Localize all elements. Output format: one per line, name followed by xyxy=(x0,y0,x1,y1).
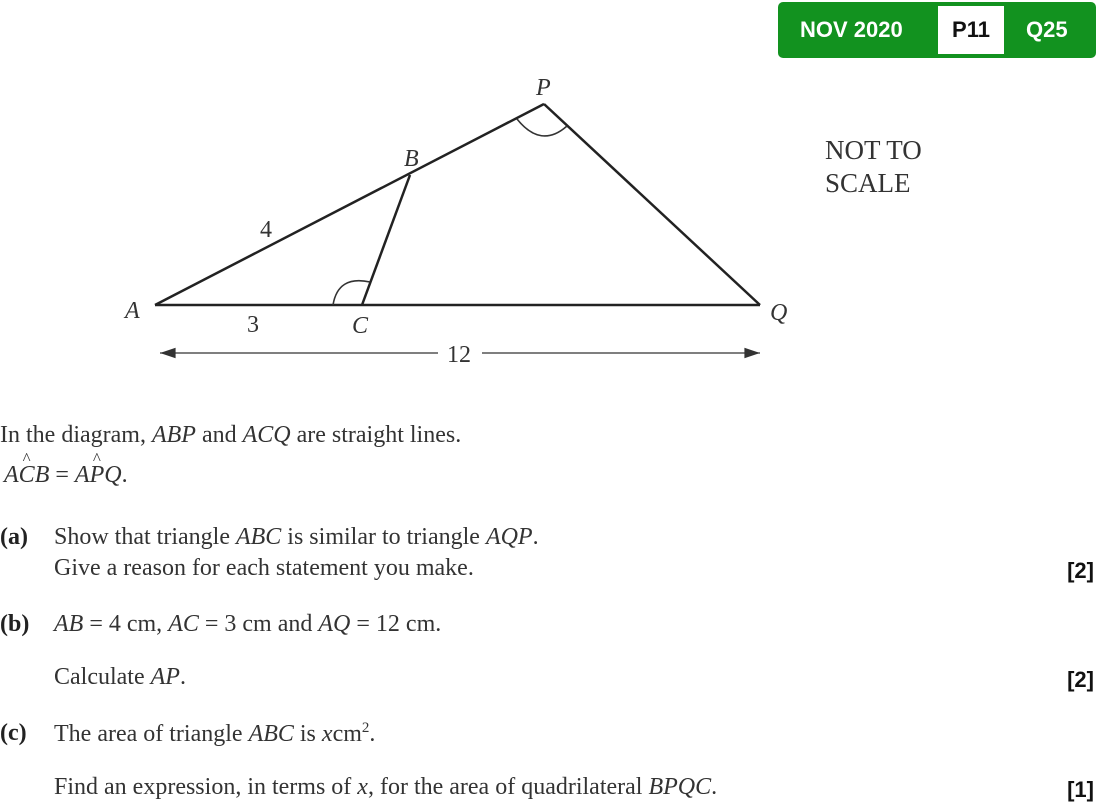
part-b-given: AB = 4 cm, AC = 3 cm and AQ = 12 cm. xyxy=(54,611,442,637)
point-label-B: B xyxy=(404,146,419,172)
part-c-label: (c) xyxy=(0,720,27,746)
not-to-scale-note: NOT TO SCALE xyxy=(825,135,922,198)
exam-session: NOV 2020 xyxy=(800,17,903,42)
part-a-line2: Give a reason for each statement you make. xyxy=(54,555,474,581)
part-b-label: (b) xyxy=(0,611,30,637)
part-c-line1: The area of triangle ABC is xcm$^2$. xyxy=(54,720,376,747)
part-a-marks: [2] xyxy=(1067,558,1094,583)
triangle-diagram xyxy=(0,0,1100,390)
angle-equality: A^ CB = A^ PQ. xyxy=(4,462,128,489)
length-label-AB: 4 xyxy=(260,217,272,243)
paper-number: P11 xyxy=(938,6,1004,54)
length-label-AQ: 12 xyxy=(447,342,471,368)
part-a-line1: Show that triangle ABC is similar to triangle AQP. xyxy=(54,524,539,550)
part-b-marks: [2] xyxy=(1067,667,1094,692)
line-PQ xyxy=(544,104,760,305)
angle-arc-P xyxy=(517,119,567,136)
part-c-marks: [1] xyxy=(1067,777,1094,802)
point-label-A: A xyxy=(125,298,140,324)
point-label-P: P xyxy=(536,75,551,101)
part-c-line2: Find an expression, in terms of x, for the area of quadrilateral BPQC. xyxy=(54,774,718,800)
point-label-C: C xyxy=(352,313,369,339)
line-AP xyxy=(155,104,544,305)
part-a-label: (a) xyxy=(0,524,28,550)
point-label-Q: Q xyxy=(770,300,788,326)
intro-line: In the diagram, ABP and ACQ are straight lines. xyxy=(0,422,462,448)
part-b-instruction: Calculate AP. xyxy=(54,664,186,690)
length-label-AC: 3 xyxy=(247,312,259,338)
question-number: Q25 xyxy=(1026,17,1068,42)
